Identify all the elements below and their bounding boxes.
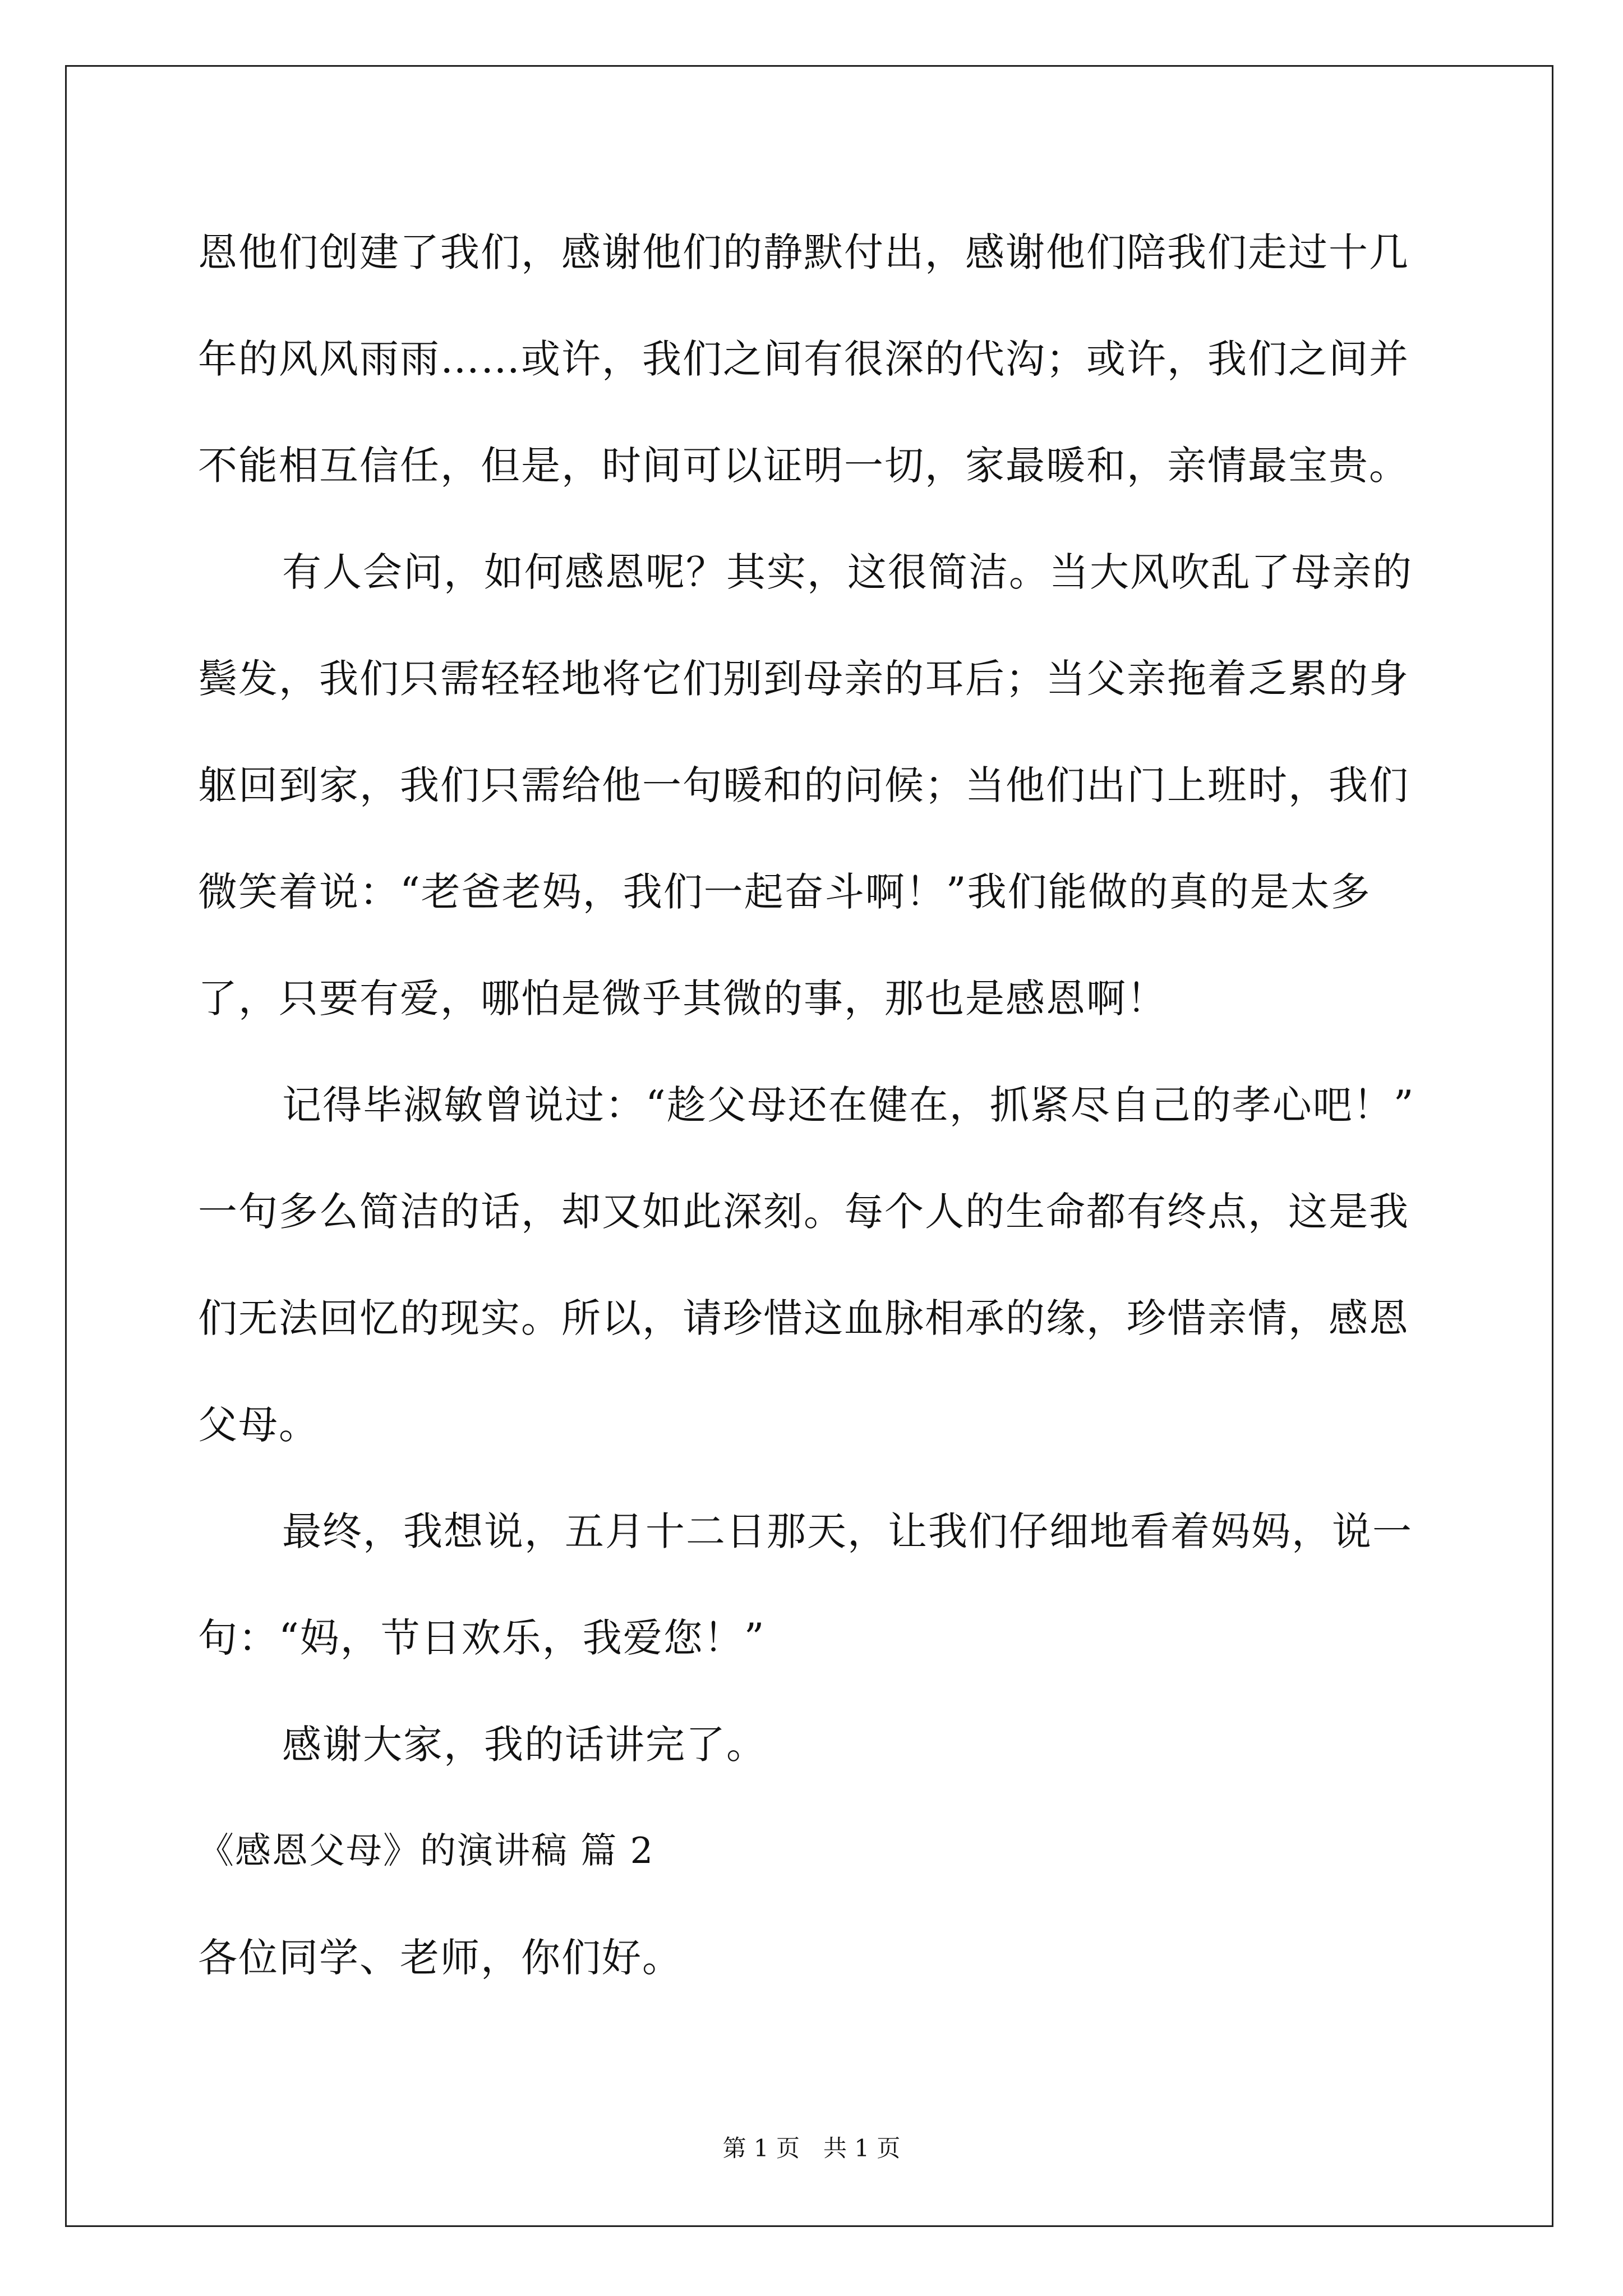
body-line: 句：“妈，节日欢乐，我爱您！” bbox=[198, 1615, 766, 1661]
section-heading: 《感恩父母》的演讲稿 篇 2 bbox=[198, 1830, 654, 1872]
body-line: 躯回到家，我们只需给他一句暖和的问候；当他们出门上班时，我们 bbox=[198, 762, 1409, 808]
document-body bbox=[198, 213, 1443, 2025]
body-line: 恩他们创建了我们，感谢他们的静默付出，感谢他们陪我们走过十几 bbox=[198, 229, 1409, 275]
body-line: 父母。 bbox=[198, 1402, 319, 1448]
body-line: 鬓发，我们只需轻轻地将它们别到母亲的耳后；当父亲拖着乏累的身 bbox=[198, 656, 1409, 702]
body-line: 了，只要有爱，哪怕是微乎其微的事，那也是感恩啊！ bbox=[198, 976, 1167, 1022]
greeting-line: 各位同学、老师，你们好。 bbox=[198, 1935, 683, 1981]
body-line: 微笑着说：“老爸老妈，我们一起奋斗啊！”我们能做的真的是太多 bbox=[198, 869, 1371, 915]
paragraph-start-line: 记得毕淑敏曾说过：“趁父母还在健在，抓紧尽自己的孝心吧！” bbox=[282, 1082, 1415, 1128]
closing-line: 感谢大家，我的话讲完了。 bbox=[282, 1722, 767, 1768]
body-line: 们无法回忆的现实。所以，请珍惜这血脉相承的缘，珍惜亲情，感恩 bbox=[198, 1295, 1409, 1341]
paragraph-start-line: 有人会问，如何感恩呢？其实，这很简洁。当大风吹乱了母亲的 bbox=[282, 549, 1413, 595]
body-line: 一句多么简洁的话，却又如此深刻。每个人的生命都有终点，这是我 bbox=[198, 1189, 1409, 1235]
body-line: 不能相互信任，但是，时间可以证明一切，家最暖和，亲情最宝贵。 bbox=[198, 443, 1409, 489]
paragraph-start-line: 最终，我想说，五月十二日那天，让我们仔细地看着妈妈，说一 bbox=[282, 1508, 1413, 1554]
page-number-footer: 第 1 页 共 1 页 bbox=[722, 2134, 901, 2162]
body-line: 年的风风雨雨……或许，我们之间有很深的代沟；或许，我们之间并 bbox=[198, 336, 1409, 382]
